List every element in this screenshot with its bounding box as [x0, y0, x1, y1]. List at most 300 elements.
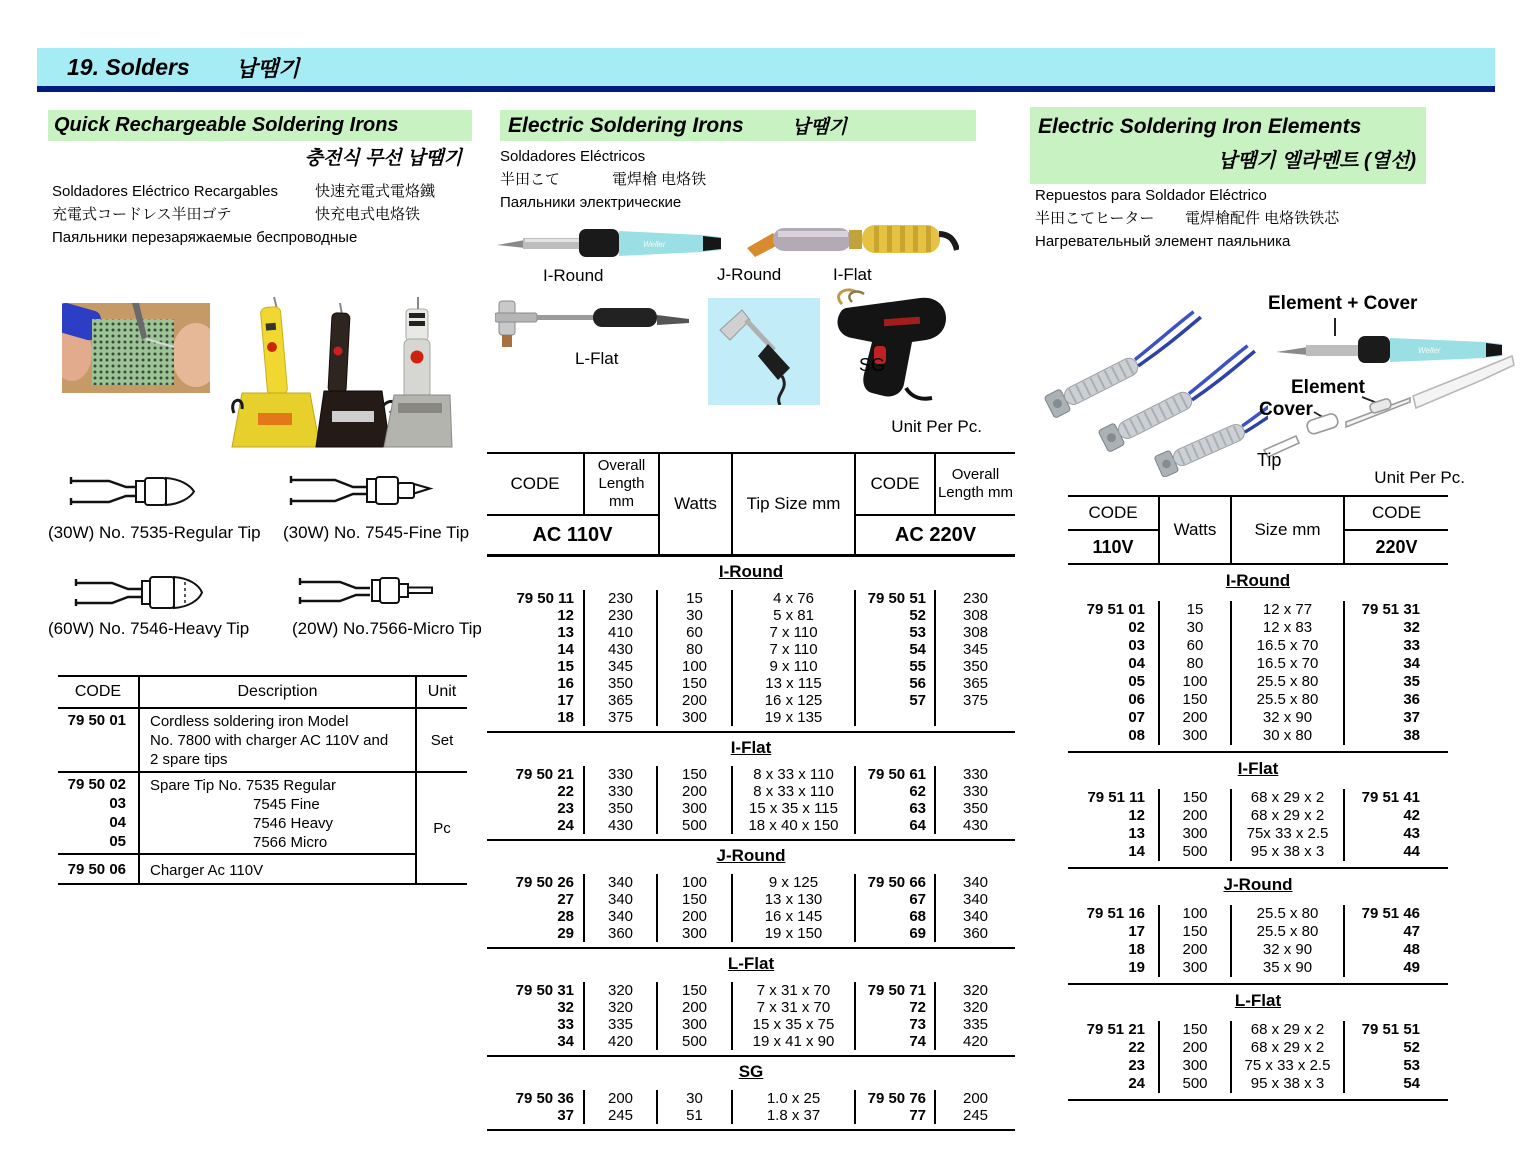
tip-diagram-heavy: [73, 572, 203, 612]
table-row: [487, 590, 1015, 607]
tip-diagram-fine: [288, 468, 434, 510]
page-title-korean: 납땜기: [235, 55, 300, 81]
electric-irons-table-body: [487, 557, 1015, 1131]
pcb-soldering-photo: [62, 303, 210, 393]
table-row: [487, 982, 1015, 999]
col-header-code-220: CODE: [1345, 497, 1448, 531]
table-cell: 350: [585, 675, 658, 692]
table-cell: 16 x 145: [733, 908, 856, 925]
table-cell: 13 x 115: [733, 675, 856, 692]
section-rows: [487, 871, 1015, 949]
table-row: [1068, 825, 1448, 843]
tip-label-micro: (20W) No.7566-Micro Tip: [292, 619, 482, 638]
heating-elements-photo: [1038, 305, 1268, 477]
table-cell: 04: [1068, 655, 1160, 673]
table-cell: 360: [585, 925, 658, 942]
table-cell: 335: [585, 1016, 658, 1033]
table-cell: 03: [1068, 637, 1160, 655]
section-title: I-Flat: [1237, 759, 1279, 778]
table-cell: 345: [962, 641, 989, 658]
table-cell: 68 x 29 x 2: [1232, 1021, 1345, 1039]
section-title: J-Round: [1223, 875, 1293, 894]
table-cell: 56: [856, 675, 936, 692]
section-title: I-Round: [1225, 571, 1291, 590]
table-row: [487, 607, 1015, 624]
tip-label-fine: (30W) No. 7545-Fine Tip: [283, 523, 470, 542]
table-cell: 37: [487, 1107, 585, 1124]
table-cell: 9 x 110: [733, 658, 856, 675]
table-cell: 200: [658, 783, 733, 800]
table-row: [487, 1016, 1015, 1033]
table-cell-description: Cordless soldering iron Model No. 7800 with charger AC 110V and 2 spare tips: [140, 709, 417, 773]
table-cell: 32 x 90: [1232, 709, 1345, 727]
table-cell: 53: [1403, 1057, 1420, 1074]
table-cell: 330: [585, 783, 658, 800]
table-row: [487, 692, 1015, 709]
table-cell: 49: [1403, 959, 1420, 976]
table-row: [1068, 1039, 1448, 1057]
table-cell: 22: [487, 783, 585, 800]
table-cell: 420: [585, 1033, 658, 1050]
table-cell: 79 50 61: [856, 766, 936, 783]
table-cell: 15 x 35 x 115: [733, 800, 856, 817]
table-cell: 500: [1160, 843, 1232, 861]
table-cell: 79 50 51: [856, 590, 936, 607]
col-header-length-220: Overall Length mm: [936, 454, 1015, 516]
table-cell: 52: [856, 607, 936, 624]
table-row: [487, 1090, 1015, 1107]
table-cell: 79 51 11: [1068, 789, 1160, 807]
table-row: [487, 817, 1015, 834]
table-cell: 300: [658, 925, 733, 942]
table-row: [1068, 789, 1448, 807]
table-cell: 500: [1160, 1075, 1232, 1093]
table-cell: 375: [585, 709, 658, 726]
table-cell: 25.5 x 80: [1232, 673, 1345, 691]
table-cell: 74: [856, 1033, 936, 1050]
section-title: L-Flat: [1234, 991, 1282, 1010]
table-cell: 19 x 150: [733, 925, 856, 942]
table-cell: 54: [856, 641, 936, 658]
table-cell: 200: [1160, 807, 1232, 825]
col-header-220v: 220V: [1375, 536, 1418, 557]
svg-text:Weller: Weller: [643, 240, 666, 249]
i-round-iron-photo: [495, 222, 723, 264]
section-rows: [487, 1087, 1015, 1131]
l-flat-iron-photo: [495, 293, 689, 351]
table-cell: 18: [487, 709, 585, 726]
table-row: [1068, 843, 1448, 861]
table-cell: 13: [1068, 825, 1160, 843]
table-cell: 300: [1160, 959, 1232, 977]
sg-gun-photo: [822, 286, 955, 408]
table-cell: 340: [585, 908, 658, 925]
table-cell: 68 x 29 x 2: [1232, 1039, 1345, 1057]
table-cell: 79 50 36: [487, 1090, 585, 1107]
table-cell: 79 50 11: [487, 590, 585, 607]
unit-note-right: Unit Per Pc.: [1374, 468, 1465, 487]
table-cell: 100: [658, 874, 733, 891]
table-cell: 4 x 76: [733, 590, 856, 607]
table-row: [1068, 1021, 1448, 1039]
table-cell-code: 79 50 02 03 04 05: [58, 773, 140, 855]
table-cell: 14: [487, 641, 585, 658]
tip-label-heavy: (60W) No. 7546-Heavy Tip: [48, 619, 250, 638]
table-cell: 200: [1160, 709, 1232, 727]
table-cell: 300: [658, 1016, 733, 1033]
label-tip: Tip: [1257, 450, 1282, 470]
table-cell: 79 51 21: [1068, 1021, 1160, 1039]
table-cell: 79 50 66: [856, 874, 936, 891]
svg-text:Weller: Weller: [1418, 346, 1441, 355]
table-cell: 75 x 33 x 2.5: [1232, 1057, 1345, 1075]
unit-note-middle: Unit Per Pc.: [891, 417, 982, 436]
table-cell: 57: [856, 692, 936, 709]
table-cell: 23: [1068, 1057, 1160, 1075]
section-rows: [487, 587, 1015, 733]
table-cell: 34: [1403, 655, 1420, 672]
table-cell: 330: [962, 783, 989, 800]
table-cell: 15 x 35 x 75: [733, 1016, 856, 1033]
table-cell: 16.5 x 70: [1232, 637, 1345, 655]
col-header-code-220: CODE: [856, 454, 936, 516]
elements-table-body: [1068, 565, 1448, 1101]
table-cell: 150: [658, 766, 733, 783]
col-header-code-110: CODE: [1068, 497, 1160, 531]
col-header-code-110: CODE: [487, 454, 585, 516]
table-cell: 43: [1403, 825, 1420, 842]
table-cell: 24: [1068, 1075, 1160, 1093]
table-cell: 79 51 31: [1361, 601, 1420, 618]
table-cell: 79 51 51: [1361, 1021, 1420, 1038]
table-cell: 345: [585, 658, 658, 675]
section-rows: [1068, 597, 1448, 753]
table-cell: 95 x 38 x 3: [1232, 843, 1345, 861]
table-cell: 300: [658, 709, 733, 726]
col-header-unit: Unit: [417, 677, 467, 709]
table-cell: 68 x 29 x 2: [1232, 789, 1345, 807]
table-cell: 365: [962, 675, 989, 692]
table-cell: 9 x 125: [733, 874, 856, 891]
table-cell: 13: [487, 624, 585, 641]
table-cell: 44: [1403, 843, 1420, 860]
table-cell: 330: [962, 766, 989, 783]
label-i-flat: I-Flat: [833, 265, 872, 284]
section-title-elements: Electric Soldering Iron Elements 납땜기 엘라멘트 (열선): [1030, 107, 1426, 184]
table-row: [1068, 807, 1448, 825]
section-title-rechargeable: Quick Rechargeable Soldering Irons: [48, 110, 472, 141]
table-cell: 02: [1068, 619, 1160, 637]
table-cell: 150: [1160, 1021, 1232, 1039]
table-row: [487, 658, 1015, 675]
table-cell: 27: [487, 891, 585, 908]
table-cell: 200: [585, 1090, 658, 1107]
table-cell: 308: [962, 624, 989, 641]
table-cell-code: 79 50 01: [58, 709, 140, 773]
section-rows: [487, 763, 1015, 841]
table-cell: 300: [1160, 825, 1232, 843]
page-header-bar: [37, 48, 1495, 86]
table-row: [1068, 905, 1448, 923]
table-row: [487, 624, 1015, 641]
table-cell: 75x 33 x 2.5: [1232, 825, 1345, 843]
table-cell: 32: [1403, 619, 1420, 636]
table-cell: 32: [487, 999, 585, 1016]
table-cell: 64: [856, 817, 936, 834]
table-cell: 200: [658, 692, 733, 709]
table-cell: 33: [1403, 637, 1420, 654]
label-l-flat: L-Flat: [575, 349, 619, 368]
table-cell: 60: [658, 624, 733, 641]
table-cell: 47: [1403, 923, 1420, 940]
table-header: [1068, 495, 1448, 565]
table-cell: 55: [856, 658, 936, 675]
table-cell: 68: [856, 908, 936, 925]
cordless-irons-photo: [230, 295, 453, 450]
table-row: [487, 641, 1015, 658]
table-row: [487, 1033, 1015, 1050]
table-cell: 54: [1403, 1075, 1420, 1092]
table-row: [1068, 923, 1448, 941]
table-cell-unit: Set: [417, 709, 467, 773]
table-cell: 29: [487, 925, 585, 942]
table-cell: 320: [585, 982, 658, 999]
section-rows: [1068, 1017, 1448, 1101]
table-cell: 100: [658, 658, 733, 675]
table-cell: 30: [658, 1090, 733, 1107]
table-cell: 320: [962, 982, 989, 999]
section-title: SG: [738, 1062, 764, 1081]
table-cell: [936, 709, 1015, 726]
table-cell: 308: [962, 607, 989, 624]
table-cell: 16.5 x 70: [1232, 655, 1345, 673]
table-cell: 150: [1160, 691, 1232, 709]
table-cell: 7 x 31 x 70: [733, 982, 856, 999]
table-cell: 5 x 81: [733, 607, 856, 624]
table-row: [1068, 709, 1448, 727]
col-header-description: Description: [140, 677, 417, 709]
table-cell: 500: [658, 1033, 733, 1050]
table-cell: 79 50 31: [487, 982, 585, 999]
table-cell: 300: [1160, 1057, 1232, 1075]
table-cell: 200: [1160, 1039, 1232, 1057]
table-cell: 28: [487, 908, 585, 925]
table-cell: 48: [1403, 941, 1420, 958]
table-cell: 13 x 130: [733, 891, 856, 908]
section-title: I-Flat: [730, 738, 772, 757]
table-cell: 8 x 33 x 110: [733, 766, 856, 783]
col-header-ac220: AC 220V: [894, 523, 977, 546]
col-header-tip-size: Tip Size mm: [733, 454, 856, 554]
table-cell: 06: [1068, 691, 1160, 709]
bent-iron-photo: [708, 298, 820, 405]
table-cell: 340: [962, 908, 989, 925]
table-cell: 100: [1160, 905, 1232, 923]
table-cell: 230: [585, 607, 658, 624]
table-cell: 32 x 90: [1232, 941, 1345, 959]
table-cell: 25.5 x 80: [1232, 691, 1345, 709]
table-cell: 79 51 41: [1361, 789, 1420, 806]
table-cell: 34: [487, 1033, 585, 1050]
section-title: L-Flat: [727, 954, 775, 973]
table-cell: 7 x 110: [733, 641, 856, 658]
electric-irons-table: [487, 452, 1015, 1131]
rechargeable-table: [58, 675, 467, 885]
table-row: [1068, 959, 1448, 977]
rechargeable-intro: Soldadores Eléctrico Recargables 快速充電式電烙鐵 充電式コードレス半田ゴテ 快充电式电烙铁 Паяльники перезаряжаемые беспроводные: [52, 183, 436, 246]
table-cell: 230: [962, 590, 989, 607]
table-cell: 79 51 16: [1068, 905, 1160, 923]
table-cell: 19: [1068, 959, 1160, 977]
table-cell: 330: [585, 766, 658, 783]
table-row: [487, 874, 1015, 891]
table-cell: 38: [1403, 727, 1420, 744]
table-cell: 320: [585, 999, 658, 1016]
label-element-cover: Element + Cover: [1268, 293, 1418, 314]
table-row: [1068, 1057, 1448, 1075]
table-cell: 25.5 x 80: [1232, 905, 1345, 923]
col-header-watts: Watts: [658, 454, 733, 554]
table-cell: 37: [1403, 709, 1420, 726]
table-cell: 12: [487, 607, 585, 624]
col-header-ac110: AC 110V: [532, 523, 613, 546]
header-rule: [37, 86, 1495, 92]
table-cell: 350: [962, 800, 989, 817]
col-header-length-110: Overall Length mm: [585, 454, 658, 516]
table-cell: 15: [1160, 601, 1232, 619]
col-header-watts: Watts: [1160, 497, 1232, 563]
table-cell: 63: [856, 800, 936, 817]
table-cell: 12 x 77: [1232, 601, 1345, 619]
electric-irons-intro: Soldadores Eléctricos 半田こて 電焊槍 电烙铁 Паяльники электрические: [500, 148, 707, 211]
label-j-round: J-Round: [717, 265, 782, 284]
table-cell: 35: [1403, 673, 1420, 690]
table-cell: 15: [487, 658, 585, 675]
col-header-110v: 110V: [1068, 531, 1160, 563]
table-cell: 410: [585, 624, 658, 641]
table-cell: 300: [1160, 727, 1232, 745]
table-cell: 36: [1403, 691, 1420, 708]
table-cell: 245: [585, 1107, 658, 1124]
table-cell: 15: [658, 590, 733, 607]
table-cell: 375: [962, 692, 989, 709]
section-subtitle-korean: 충전식 무선 납땜기: [304, 148, 462, 169]
table-cell: 200: [658, 999, 733, 1016]
tip-diagram-micro: [297, 572, 437, 608]
table-cell-description: Spare Tip No. 7535 Regular 7545 Fine 7546 Heavy 7566 Micro: [140, 773, 417, 855]
table-cell: 365: [585, 692, 658, 709]
table-cell: 79 50 21: [487, 766, 585, 783]
table-cell: 22: [1068, 1039, 1160, 1057]
table-cell: 335: [962, 1016, 989, 1033]
table-row: [487, 908, 1015, 925]
table-cell: 14: [1068, 843, 1160, 861]
table-cell: 430: [585, 817, 658, 834]
table-row: [487, 709, 1015, 726]
table-cell: 300: [658, 800, 733, 817]
table-header: [487, 452, 1015, 557]
section-title-electric-irons: Electric Soldering Irons 납땜기: [500, 110, 976, 141]
label-element: Element: [1291, 377, 1365, 398]
table-cell: 69: [856, 925, 936, 942]
tip-diagram-regular: [68, 472, 198, 510]
table-cell: 7 x 31 x 70: [733, 999, 856, 1016]
table-row: [1068, 637, 1448, 655]
table-row: [487, 999, 1015, 1016]
col-header-code: CODE: [58, 677, 140, 709]
table-cell: 150: [658, 891, 733, 908]
table-cell: 100: [1160, 673, 1232, 691]
table-cell: 05: [1068, 673, 1160, 691]
table-cell: 79 50 71: [856, 982, 936, 999]
table-cell: 52: [1403, 1039, 1420, 1056]
table-cell: 80: [658, 641, 733, 658]
table-cell: 35 x 90: [1232, 959, 1345, 977]
table-cell: 30: [1160, 619, 1232, 637]
table-cell: 08: [1068, 727, 1160, 745]
section-rows: [1068, 785, 1448, 869]
table-cell-code: 79 50 06: [58, 855, 140, 883]
table-cell: 430: [585, 641, 658, 658]
table-cell: 72: [856, 999, 936, 1016]
table-cell: 68 x 29 x 2: [1232, 807, 1345, 825]
table-cell: 1.8 x 37: [733, 1107, 856, 1124]
table-row: [487, 1107, 1015, 1124]
table-row: [1068, 655, 1448, 673]
table-cell: 19 x 135: [733, 709, 856, 726]
table-cell: 30: [658, 607, 733, 624]
table-cell: 18: [1068, 941, 1160, 959]
table-cell: 350: [962, 658, 989, 675]
table-cell: 320: [962, 999, 989, 1016]
table-cell: 200: [1160, 941, 1232, 959]
label-i-round: I-Round: [543, 266, 604, 285]
table-cell: 79 50 76: [856, 1090, 936, 1107]
table-cell: 25.5 x 80: [1232, 923, 1345, 941]
table-cell: 150: [658, 982, 733, 999]
section-title: J-Round: [716, 846, 786, 865]
table-cell: 430: [962, 817, 989, 834]
table-cell: 350: [585, 800, 658, 817]
table-cell: 95 x 38 x 3: [1232, 1075, 1345, 1093]
table-cell: 79 50 26: [487, 874, 585, 891]
section-title: I-Round: [718, 562, 784, 581]
j-round-i-flat-iron-photo: [747, 216, 959, 263]
table-cell: 17: [487, 692, 585, 709]
table-cell: 500: [658, 817, 733, 834]
table-cell: 77: [856, 1107, 936, 1124]
elements-intro: Repuestos para Soldador Eléctrico 半田こてヒーター 電焊槍配件 电烙铁铁芯 Нагревательный элемент паяльника: [1035, 187, 1340, 250]
table-cell: 12 x 83: [1232, 619, 1345, 637]
table-cell: 17: [1068, 923, 1160, 941]
table-cell: 12: [1068, 807, 1160, 825]
table-cell: 340: [962, 891, 989, 908]
page-title: 19. Solders: [67, 53, 190, 80]
table-cell: 245: [962, 1107, 989, 1124]
table-cell: 19 x 41 x 90: [733, 1033, 856, 1050]
table-row: [487, 891, 1015, 908]
col-header-size: Size mm: [1232, 497, 1345, 563]
table-cell-description: Charger Ac 110V: [140, 855, 417, 883]
table-cell: 150: [1160, 923, 1232, 941]
table-cell: 33: [487, 1016, 585, 1033]
table-cell: 340: [585, 874, 658, 891]
table-cell: 8 x 33 x 110: [733, 783, 856, 800]
table-cell: 67: [856, 891, 936, 908]
table-row: [487, 675, 1015, 692]
table-cell-unit: Pc: [433, 819, 451, 837]
table-row: [1068, 1075, 1448, 1093]
